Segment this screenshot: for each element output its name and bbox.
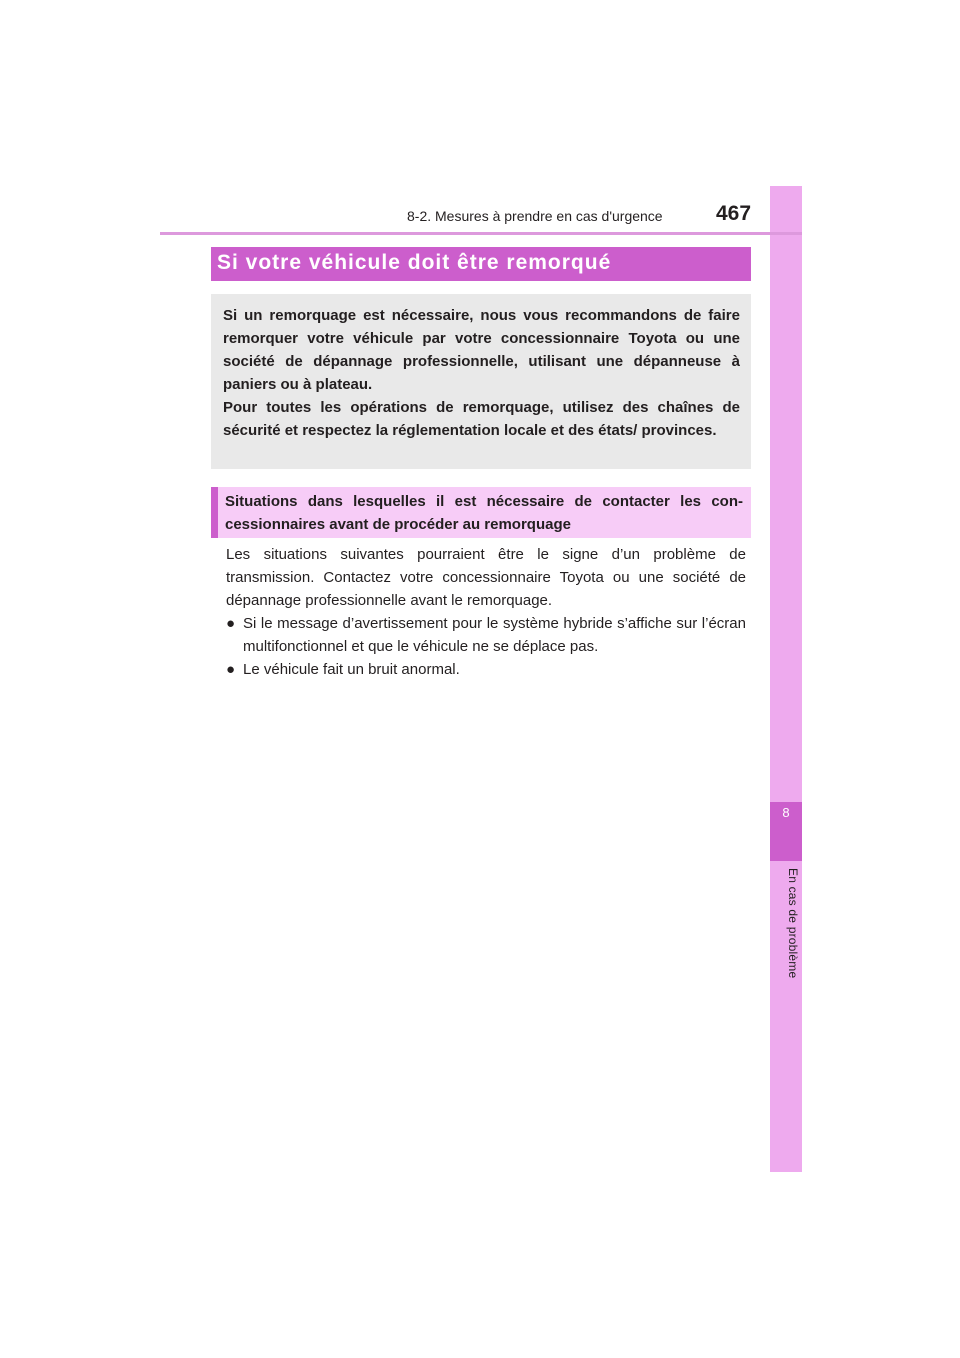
list-item-text: Le véhicule fait un bruit anormal.	[243, 661, 460, 678]
header-divider	[160, 232, 802, 235]
chapter-number: 8	[782, 805, 790, 820]
subsection-body: Les situations suivantes pourraient être le signe d’un problème de transmission. Contactez votre concessionnaire Toyota ou une société de dépannage professionnelle avant le remorquage.	[226, 546, 746, 609]
subsection-heading-box	[211, 487, 751, 538]
section-title: Si votre véhicule doit être remorqué	[217, 251, 612, 274]
bullet-dot-icon: ●	[226, 661, 236, 678]
bullet-list	[226, 612, 746, 681]
list-item	[226, 612, 746, 658]
page-number: 467	[716, 202, 752, 225]
list-item-text: Si le message d’avertissement pour le système hybride s’affiche sur l’écran multifonctionnel et que le véhicule ne se déplace pas.	[243, 615, 746, 655]
header-section-title: 8-2. Mesures à prendre en cas d'urgence	[407, 208, 663, 224]
intro-box	[211, 294, 751, 469]
intro-paragraph: Pour toutes les opérations de remorquage, utilisez des chaînes de sécurité et respectez la réglementation locale et des états/ provinces.	[223, 399, 740, 439]
intro-paragraph: Si un remorquage est nécessaire, nous vous recommandons de faire remorquer votre véhicule par votre concessionnaire Toyota ou une société de dépannage professionnelle, utilisant une dépanneuse à paniers ou à plateau.	[223, 307, 740, 393]
section-title-bar	[211, 247, 751, 281]
subsection-heading: Situations dans lesquelles il est nécessaire de contacter les con- cessionnaires avant de procéder au remorquage	[225, 493, 743, 533]
side-tab	[770, 186, 802, 1172]
bullet-dot-icon: ●	[226, 615, 236, 632]
list-item	[226, 658, 746, 681]
chapter-label: En cas de problème	[786, 868, 800, 979]
chapter-number-tab	[770, 802, 802, 861]
